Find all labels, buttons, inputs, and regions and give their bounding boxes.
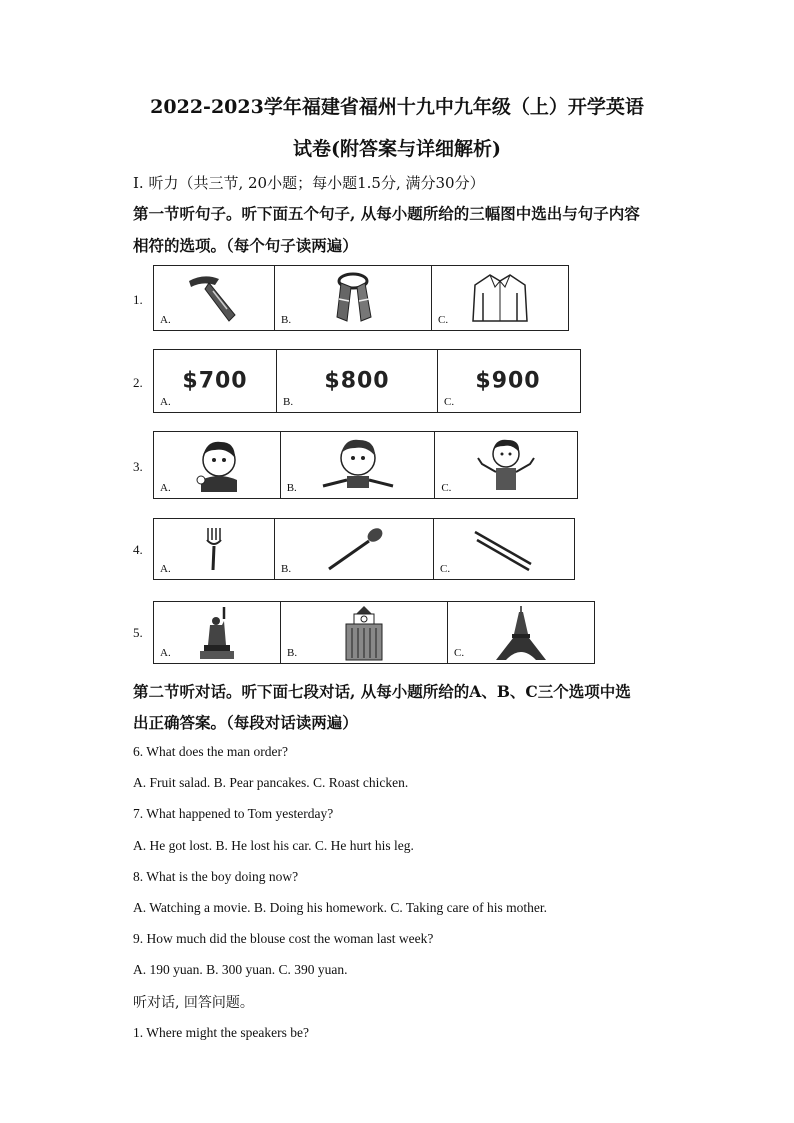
section1-instruction-line1: 第一节听句子。听下面五个句子, 从每小题所给的三幅图中选出与句子内容: [133, 204, 640, 223]
option-label: B.: [287, 647, 298, 659]
chopsticks-icon: [469, 524, 539, 574]
option-label: A.: [160, 647, 171, 659]
page-title-line1: 2022-2023学年福建省福州十九中九年级（上）开学英语: [150, 96, 644, 118]
option-cell[interactable]: [432, 266, 568, 330]
question-8-options: A. Watching a movie. B. Doing his homework. C. Taking care of his mother.: [133, 900, 548, 915]
boy-shrugging-icon: [466, 436, 546, 494]
price-900: $900: [475, 368, 541, 394]
boy-stretching-icon: [313, 436, 403, 494]
statue-of-liberty-icon: [192, 605, 242, 661]
question-number: 4.: [133, 542, 143, 557]
page-title-line2: 试卷(附答案与详细解析): [293, 138, 501, 160]
question-9-options: A. 190 yuan. B. 300 yuan. C. 390 yuan.: [133, 962, 348, 977]
question-8: 8. What is the boy doing now?: [133, 869, 299, 884]
question-6: 6. What does the man order?: [133, 744, 288, 759]
question-number: 3.: [133, 459, 143, 474]
jacket-icon: [465, 269, 535, 327]
tie-icon: [179, 269, 249, 327]
option-label: B.: [281, 314, 292, 326]
option-cell[interactable]: [275, 519, 434, 579]
option-cell[interactable]: [154, 432, 281, 498]
option-label: A.: [160, 482, 171, 494]
option-label: C.: [444, 396, 455, 408]
option-label: C.: [454, 647, 465, 659]
option-cell[interactable]: [434, 519, 574, 579]
spoon-icon: [319, 523, 389, 575]
fork-icon: [199, 524, 229, 574]
option-cell[interactable]: [275, 266, 432, 330]
option-label: A.: [160, 563, 171, 575]
option-label: B.: [286, 482, 297, 494]
option-cell[interactable]: [435, 432, 577, 498]
option-cell[interactable]: [154, 350, 277, 412]
option-label: A.: [160, 396, 171, 408]
price-700: $700: [182, 368, 248, 394]
option-cell[interactable]: [154, 602, 281, 663]
option-cell[interactable]: [154, 519, 275, 579]
big-ben-icon: [334, 604, 394, 662]
question-9: 9. How much did the blouse cost the woman last week?: [133, 931, 434, 946]
eiffel-tower-icon: [486, 604, 556, 662]
option-cell[interactable]: [281, 602, 448, 663]
picture-strip-5: [153, 601, 595, 664]
picture-strip-2: [153, 349, 581, 413]
question-number: 2.: [133, 375, 143, 390]
price-800: $800: [324, 368, 390, 394]
question-6-options: A. Fruit salad. B. Pear pancakes. C. Roast chicken.: [133, 775, 409, 790]
option-cell[interactable]: [448, 602, 594, 663]
part1-heading: I. 听力（共三节, 20小题；每小题1.5分, 满分30分）: [133, 174, 485, 192]
question-dialog-1: 1. Where might the speakers be?: [133, 1025, 309, 1040]
picture-strip-4: [153, 518, 575, 580]
question-number: 5.: [133, 625, 143, 640]
section1-instruction-line2: 相符的选项。（每个句子读两遍）: [133, 236, 358, 255]
option-label: C.: [441, 482, 452, 494]
dialog-heading: 听对话, 回答问题。: [133, 995, 254, 1011]
section2-instruction-line1: 第二节听对话。听下面七段对话, 从每小题所给的A、B、C三个选项中选: [133, 682, 631, 701]
option-label: B.: [283, 396, 294, 408]
option-label: C.: [438, 314, 449, 326]
picture-strip-1: [153, 265, 569, 331]
question-number: 1.: [133, 292, 143, 307]
option-label: B.: [281, 563, 292, 575]
picture-strip-3: [153, 431, 578, 499]
question-7-options: A. He got lost. B. He lost his car. C. He hurt his leg.: [133, 838, 414, 853]
option-cell[interactable]: [281, 432, 436, 498]
question-7: 7. What happened to Tom yesterday?: [133, 806, 334, 821]
option-cell[interactable]: [438, 350, 578, 412]
option-cell[interactable]: [154, 266, 275, 330]
section2-instruction-line2: 出正确答案。（每段对话读两遍）: [133, 713, 358, 732]
option-label: A.: [160, 314, 171, 326]
option-label: C.: [440, 563, 451, 575]
option-cell[interactable]: [277, 350, 438, 412]
boy-coughing-icon: [187, 436, 247, 494]
scarf-icon: [323, 269, 383, 327]
